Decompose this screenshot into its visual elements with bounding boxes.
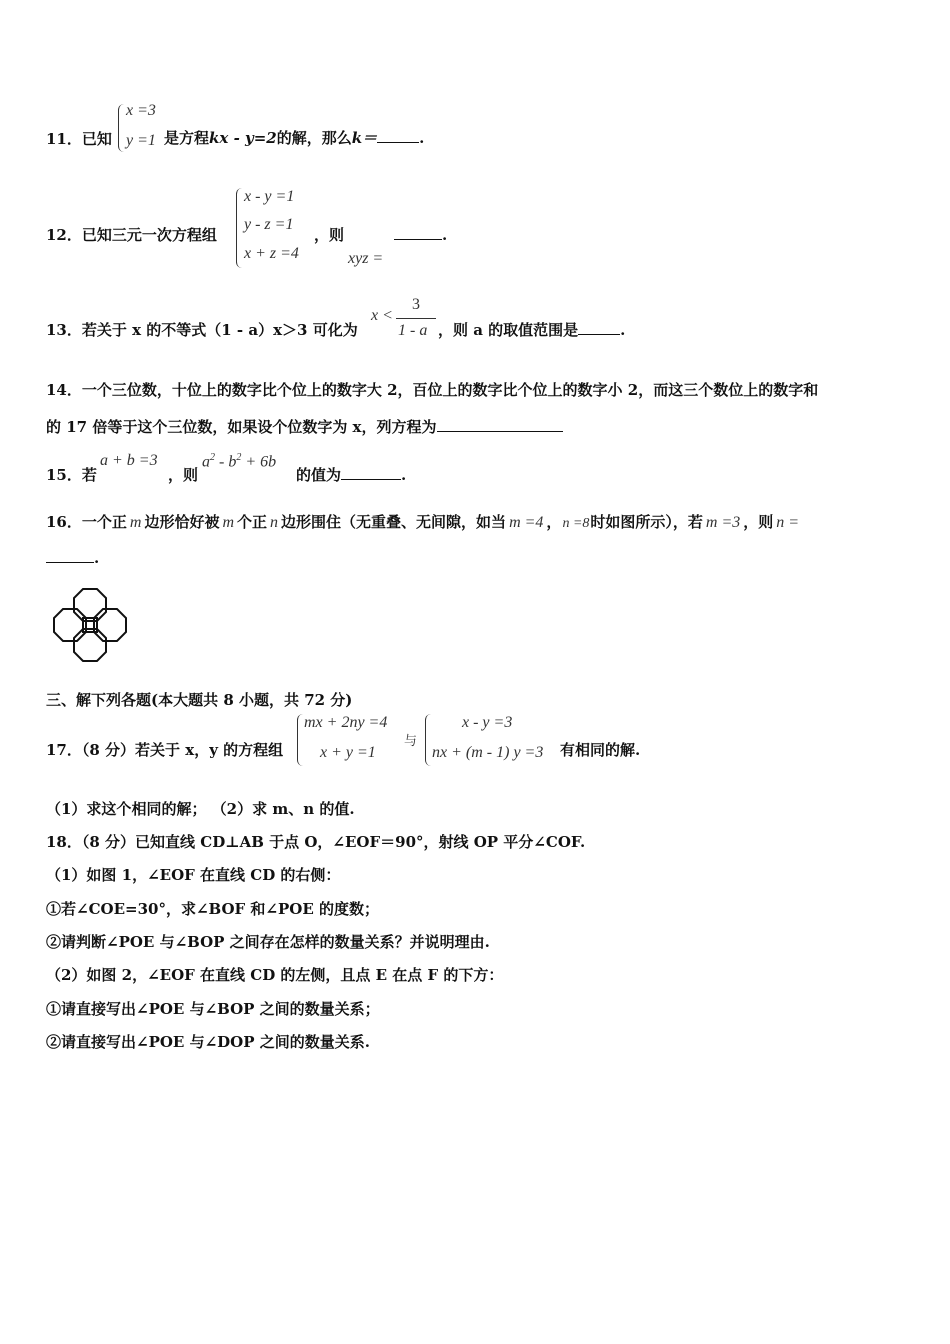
q16-c3: m =3 xyxy=(705,514,741,531)
q11-system-eq1: x =3 xyxy=(126,102,156,119)
q11-system-eq2: y =1 xyxy=(126,132,156,149)
q12-number: 12． xyxy=(46,226,82,244)
question-18-line6: ①请直接写出∠POE 与∠BOP 之间的数量关系； xyxy=(46,1000,380,1018)
question-11-right xyxy=(164,128,424,148)
q14-line2-text: 的 17 倍等于这个三位数，如果设个位数字为 x，列方程为 xyxy=(46,418,437,436)
question-13 xyxy=(46,320,358,340)
q16-c2: n =8 xyxy=(562,516,590,531)
q13-rest xyxy=(438,320,625,340)
q13-frac-den: 1 - a xyxy=(398,322,428,339)
question-18-line7: ②请直接写出∠POE 与∠DOP 之间的数量关系. xyxy=(46,1033,370,1051)
q15-answer-blank xyxy=(341,465,401,480)
octagon-square-figure xyxy=(50,585,130,665)
q11-answer-blank xyxy=(377,128,419,143)
q13-text1: 若关于 x 的不等式（1 - a）x＞3 可化为 xyxy=(81,321,358,339)
q16-m1: m xyxy=(129,514,142,531)
q16-t5: 时如图所示），若 xyxy=(590,513,703,531)
q17-sys2-eq1: x - y =3 xyxy=(462,714,513,731)
q17-system1-brace xyxy=(297,714,303,766)
q12-prefix: 已知三元一次方程组 xyxy=(81,226,217,244)
q12-system-eq2: y - z =1 xyxy=(244,216,294,233)
q11-prefix: 已知 xyxy=(81,130,112,148)
q17-sys1-eq2: x + y =1 xyxy=(320,744,376,761)
q12-system-eq3: x + z =4 xyxy=(244,245,299,262)
q15-expr-a: a xyxy=(202,453,210,471)
q16-n1: n xyxy=(270,514,279,531)
q11-equation: kx - y=2 xyxy=(209,129,277,147)
question-18-line1: 18．（8 分）已知直线 CD⊥AB 于点 O，∠EOF＝90°，射线 OP 平分∠COF. xyxy=(46,833,586,851)
octagon-bottom xyxy=(74,629,106,661)
q16-m2: m xyxy=(222,514,235,531)
q13-end: . xyxy=(620,321,626,339)
q13-answer-blank xyxy=(578,320,620,335)
q15-expr-end: + 6b xyxy=(241,453,277,471)
section-3-title: 三、解下列各题(本大题共 8 小题，共 72 分) xyxy=(46,691,353,709)
q17-sys1-eq1: mx + 2ny =4 xyxy=(304,714,388,731)
q15-expr-b: - b xyxy=(215,453,237,471)
question-12 xyxy=(46,225,217,245)
q17-sys2-eq2: nx + (m - 1) y =3 xyxy=(432,744,544,761)
q12-then: ，则 xyxy=(314,226,345,244)
q15-suffix: 的值为 xyxy=(296,466,342,484)
q17-system2-brace xyxy=(425,714,431,766)
q16-t6: ，则 xyxy=(743,513,774,531)
q15-end: . xyxy=(401,466,407,484)
question-14-line2 xyxy=(46,417,563,437)
q16-answer-blank xyxy=(46,548,94,563)
q16-answer-line xyxy=(46,548,99,568)
q17-subquestions: （1）求这个相同的解； （2）求 m、n 的值. xyxy=(46,800,355,818)
q15-expression xyxy=(202,452,276,471)
q15-rest xyxy=(296,465,406,485)
question-18-line4: ②请判断∠POE 与∠BOP 之间存在怎样的数量关系？并说明理由. xyxy=(46,933,490,951)
q16-t2: 边形恰好被 xyxy=(144,513,220,531)
q12-system-brace xyxy=(236,188,242,268)
q15-sup-b: 2 xyxy=(236,452,242,463)
q16-number: 16． xyxy=(46,513,82,531)
question-18-line2: （1）如图 1，∠EOF 在直线 CD 的右侧： xyxy=(46,866,341,884)
q16-c4: n = xyxy=(776,514,800,531)
q11-suffix: 的解，那么 xyxy=(276,129,352,147)
q12-xyz: xyz = xyxy=(348,250,384,267)
q15-condition: a + b =3 xyxy=(100,452,158,469)
q12-system-eq1: x - y =1 xyxy=(244,188,295,205)
q13-frac-num: 3 xyxy=(412,296,420,313)
q11-k: k＝ xyxy=(351,129,378,147)
question-18-line3: ①若∠COE=30°，求∠BOF 和∠POE 的度数； xyxy=(46,900,379,918)
q13-frac-line xyxy=(396,318,436,319)
q17-suffix: 有相同的解. xyxy=(560,741,641,759)
q13-lhs: x < xyxy=(371,307,393,324)
q11-text: 是方程 xyxy=(164,129,210,147)
q15-then: ，则 xyxy=(168,466,199,484)
q11-system-brace xyxy=(118,104,124,152)
q13-number: 13． xyxy=(46,321,82,339)
question-11-left xyxy=(46,129,112,149)
q16-t3: 个正 xyxy=(237,513,268,531)
question-15: 15．若 xyxy=(46,466,97,484)
q12-end: . xyxy=(442,226,448,244)
q12-answer-blank xyxy=(394,225,442,240)
q16-t1: 一个正 xyxy=(81,513,127,531)
question-16 xyxy=(46,512,799,534)
q11-number: 11． xyxy=(46,130,82,148)
octagon-right xyxy=(94,609,126,641)
octagon-top xyxy=(74,589,106,621)
q16-sep: ， xyxy=(546,513,562,531)
q16-t4: 边形围住（无重叠、无间隙，如当 xyxy=(281,513,507,531)
q14-answer-blank xyxy=(437,417,563,432)
question-17: 17．（8 分）若关于 x，y 的方程组 xyxy=(46,741,284,759)
question-18-line5: （2）如图 2，∠EOF 在直线 CD 的左侧，且点 E 在点 F 的下方： xyxy=(46,966,504,984)
q13-text2: ，则 a 的取值范围是 xyxy=(438,321,579,339)
q11-end: . xyxy=(419,129,425,147)
q16-end: . xyxy=(94,549,100,567)
q15-sup-a: 2 xyxy=(210,452,215,463)
question-14-line1: 14．一个三位数，十位上的数字比个位上的数字大 2，百位上的数字比个位上的数字小 2，而这三个数位上的数字和 xyxy=(46,381,819,399)
q16-c1: m =4 xyxy=(509,514,544,531)
q12-answer xyxy=(394,225,447,245)
octagon-left xyxy=(54,609,86,641)
q17-and: 与 xyxy=(404,733,418,748)
